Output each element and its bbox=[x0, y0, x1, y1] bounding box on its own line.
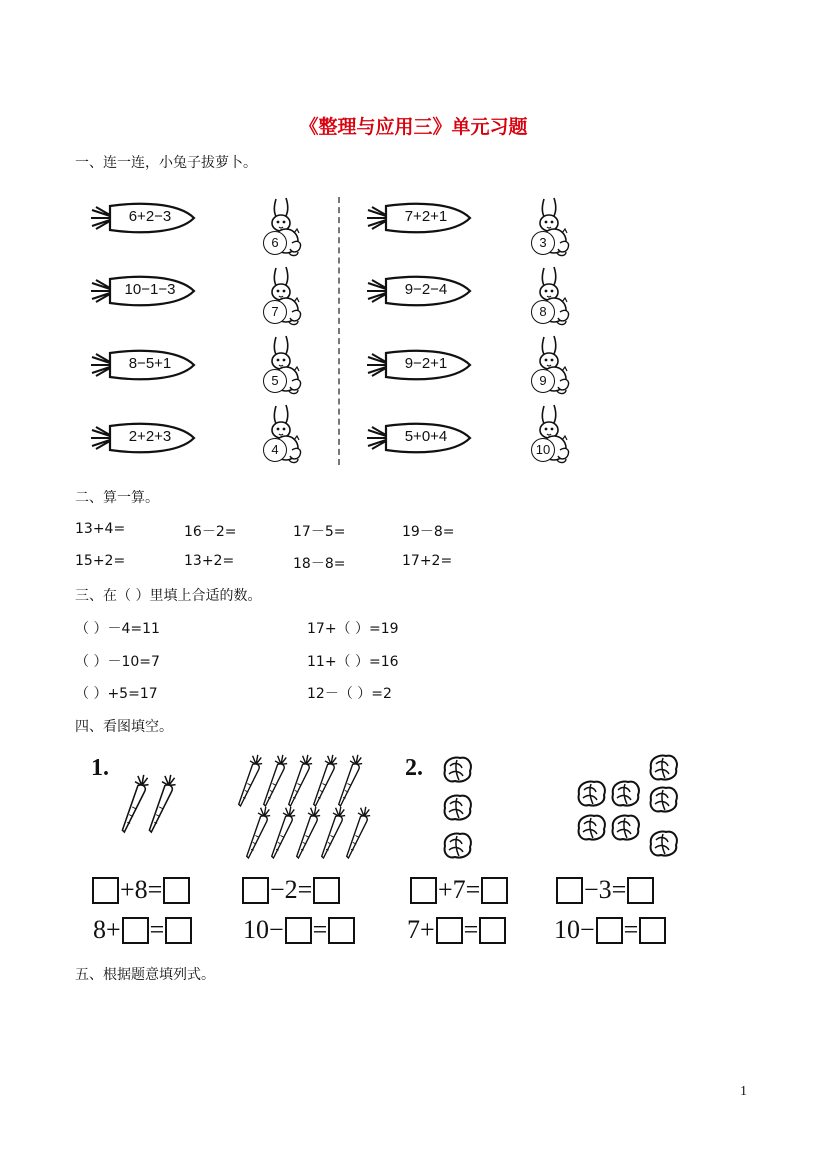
dashed-divider bbox=[338, 197, 340, 465]
answer-box[interactable] bbox=[479, 917, 506, 944]
answer-box[interactable] bbox=[481, 877, 508, 904]
rabbit-right-3[interactable] bbox=[530, 333, 572, 395]
section4-heading: 四、看图填空。 bbox=[75, 719, 173, 735]
calc-item: 18－8= bbox=[293, 556, 346, 572]
carrot-right-1[interactable] bbox=[364, 199, 474, 237]
page-title: 《整理与应用三》单元习题 bbox=[299, 116, 528, 138]
rabbit-right-2[interactable] bbox=[530, 264, 572, 326]
equation-d1 bbox=[556, 873, 654, 907]
rabbit-number: 8 bbox=[531, 300, 555, 324]
carrot-left-3[interactable] bbox=[88, 346, 198, 384]
calc-item: 19－8= bbox=[402, 524, 455, 540]
carrot-expression: 6+2−3 bbox=[128, 208, 172, 225]
calc-item: 13+2= bbox=[184, 553, 235, 569]
picture-label-2: 2. bbox=[405, 755, 423, 781]
section3-heading: 三、在（ ）里填上合适的数。 bbox=[75, 588, 262, 604]
answer-box[interactable] bbox=[165, 917, 192, 944]
picture-label-1: 1. bbox=[91, 755, 109, 781]
equation-text: 8+ bbox=[93, 915, 121, 944]
section2-heading: 二、算一算。 bbox=[75, 490, 159, 506]
fill-blank-item[interactable]: （ ）－4=11 bbox=[75, 621, 160, 637]
equation-text: = bbox=[149, 915, 165, 944]
carrot-left-4[interactable] bbox=[88, 419, 198, 457]
carrot-picture-2 bbox=[235, 752, 375, 864]
equation-text: 10− bbox=[554, 915, 595, 944]
answer-box[interactable] bbox=[92, 877, 119, 904]
page-number: 1 bbox=[740, 1084, 747, 1099]
carrot-left-1[interactable] bbox=[88, 199, 198, 237]
equation-c2 bbox=[406, 913, 506, 947]
carrot-right-4[interactable] bbox=[364, 419, 474, 457]
rabbit-number: 3 bbox=[531, 231, 555, 255]
answer-box[interactable] bbox=[313, 877, 340, 904]
answer-box[interactable] bbox=[163, 877, 190, 904]
section1-heading: 一、连一连，小兔子拔萝卜。 bbox=[75, 155, 257, 171]
carrot-expression: 10−1−3 bbox=[124, 281, 176, 298]
section5-heading: 五、根据题意填列式。 bbox=[75, 967, 215, 983]
rabbit-left-4[interactable] bbox=[262, 402, 304, 464]
calc-item: 15+2= bbox=[75, 553, 126, 569]
equation-d2 bbox=[553, 913, 666, 947]
answer-box[interactable] bbox=[328, 917, 355, 944]
equation-text: −2= bbox=[270, 875, 313, 904]
answer-box[interactable] bbox=[285, 917, 312, 944]
equation-text: 10− bbox=[243, 915, 284, 944]
equation-b1 bbox=[242, 873, 340, 907]
answer-box[interactable] bbox=[436, 917, 463, 944]
carrot-right-3[interactable] bbox=[364, 346, 474, 384]
rabbit-right-1[interactable] bbox=[530, 195, 572, 257]
calc-item: 17－5= bbox=[293, 524, 346, 540]
calc-item: 17+2= bbox=[402, 553, 453, 569]
answer-box[interactable] bbox=[639, 917, 666, 944]
cabbage-group-icon bbox=[438, 752, 478, 864]
carrot-expression: 5+0+4 bbox=[404, 428, 448, 445]
answer-box[interactable] bbox=[410, 877, 437, 904]
answer-box[interactable] bbox=[596, 917, 623, 944]
carrot-left-2[interactable] bbox=[88, 272, 198, 310]
rabbit-number: 6 bbox=[263, 231, 287, 255]
equation-text: +7= bbox=[438, 875, 481, 904]
rabbit-number: 4 bbox=[263, 438, 287, 462]
cabbage-group-icon bbox=[570, 750, 686, 862]
answer-box[interactable] bbox=[627, 877, 654, 904]
carrot-expression: 8−5+1 bbox=[128, 355, 172, 372]
equation-text: = bbox=[463, 915, 479, 944]
calc-item: 13+4= bbox=[75, 521, 126, 537]
rabbit-number: 7 bbox=[263, 300, 287, 324]
fill-blank-item[interactable]: 17+（ ）=19 bbox=[307, 621, 399, 637]
rabbit-left-1[interactable] bbox=[262, 195, 304, 257]
equation-text: −3= bbox=[584, 875, 627, 904]
carrot-expression: 7+2+1 bbox=[404, 208, 448, 225]
carrot-expression: 2+2+3 bbox=[128, 428, 172, 445]
fill-blank-item[interactable]: 11+（ ）=16 bbox=[307, 654, 399, 670]
fill-blank-item[interactable]: （ ）+5=17 bbox=[75, 686, 158, 702]
rabbit-number: 5 bbox=[263, 369, 287, 393]
rabbit-left-2[interactable] bbox=[262, 264, 304, 326]
carrot-picture-1 bbox=[115, 770, 200, 836]
equation-text: = bbox=[312, 915, 328, 944]
cabbage-picture-2 bbox=[570, 750, 686, 862]
carrot-bunch-icon bbox=[115, 770, 200, 836]
carrot-expression: 9−2+1 bbox=[404, 355, 448, 372]
answer-box[interactable] bbox=[242, 877, 269, 904]
rabbit-number: 9 bbox=[531, 369, 555, 393]
equation-a1 bbox=[92, 873, 190, 907]
rabbit-number: 10 bbox=[531, 438, 555, 462]
equation-b2 bbox=[242, 913, 355, 947]
equation-text: = bbox=[623, 915, 639, 944]
carrot-bunch-icon bbox=[235, 752, 375, 864]
equation-text: 7+ bbox=[407, 915, 435, 944]
equation-c1 bbox=[410, 873, 508, 907]
equation-text: +8= bbox=[120, 875, 163, 904]
fill-blank-item[interactable]: 12－（ ）=2 bbox=[307, 686, 392, 702]
rabbit-left-3[interactable] bbox=[262, 333, 304, 395]
carrot-right-2[interactable] bbox=[364, 272, 474, 310]
fill-blank-item[interactable]: （ ）－10=7 bbox=[75, 654, 160, 670]
answer-box[interactable] bbox=[122, 917, 149, 944]
carrot-expression: 9−2−4 bbox=[404, 281, 448, 298]
answer-box[interactable] bbox=[556, 877, 583, 904]
equation-a2 bbox=[92, 913, 192, 947]
rabbit-right-4[interactable] bbox=[530, 402, 572, 464]
cabbage-picture-1 bbox=[438, 752, 478, 864]
calc-item: 16－2= bbox=[184, 524, 237, 540]
